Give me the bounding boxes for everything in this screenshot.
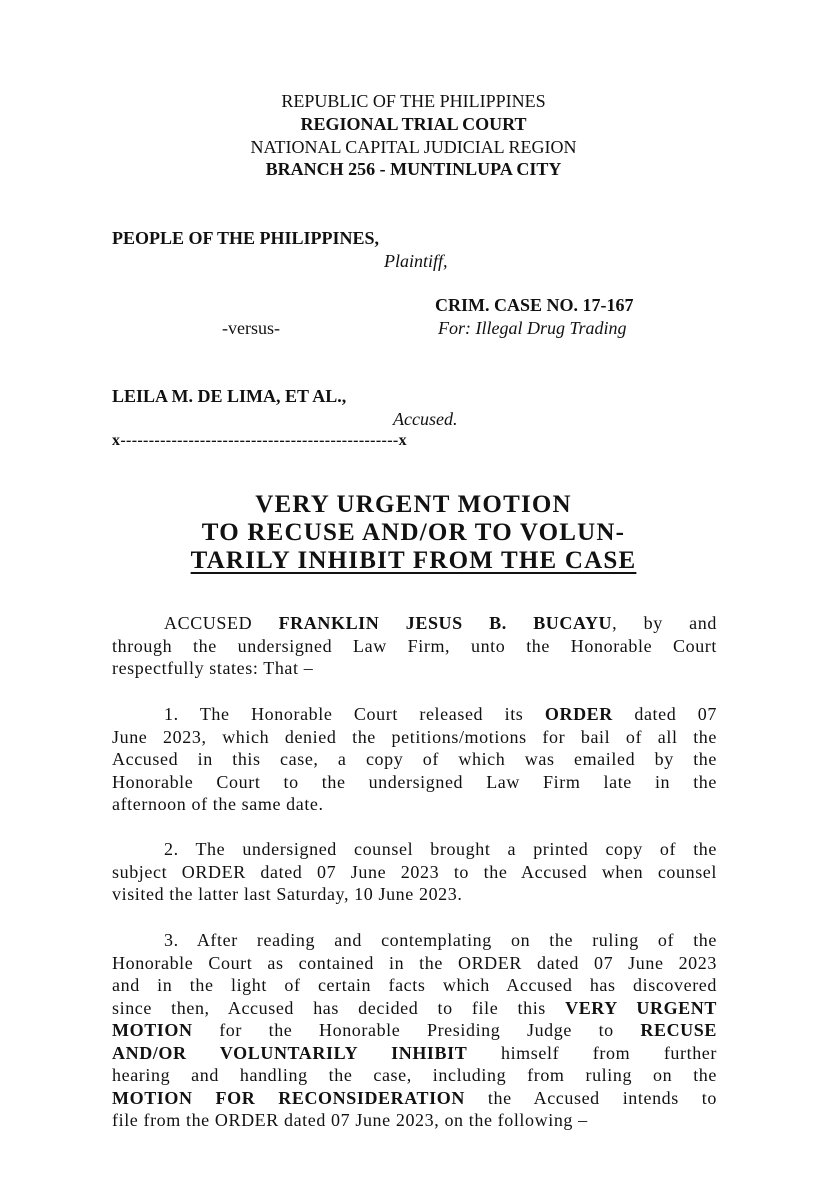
p3-line9: file from the ORDER dated 07 June 2023, on the following – xyxy=(112,1110,588,1130)
p3-inhibit-bold: AND/OR VOLUNTARILY INHIBIT xyxy=(112,1042,468,1063)
p1-line3: Accused in this case, a copy of which was emailed by the xyxy=(112,749,717,769)
p3-motion-bold: MOTION xyxy=(112,1020,193,1040)
p1-line1-a: 1. The Honorable Court released its xyxy=(164,704,545,724)
paragraph-3 xyxy=(112,929,717,1132)
caption-separator: x-------------------------------------------------x xyxy=(112,432,407,449)
header-region: NATIONAL CAPITAL JUDICIAL REGION xyxy=(250,137,577,157)
p3-very-urgent-bold: VERY URGENT xyxy=(565,997,717,1018)
header-branch: BRANCH 256 - MUNTINLUPA CITY xyxy=(265,159,562,179)
plaintiff-name: PEOPLE OF THE PHILIPPINES, xyxy=(112,228,380,248)
intro-line1-rest: , by and xyxy=(612,613,717,633)
intro-prefix: ACCUSED xyxy=(164,613,279,633)
p1-line2: June 2023, which denied the petitions/motions for bail of all the xyxy=(112,726,717,747)
motion-title-line3: TARILY INHIBIT FROM THE CASE xyxy=(190,547,637,574)
p2-line3: visited the latter last Saturday, 10 June 2023. xyxy=(112,884,463,904)
p3-line5-b: for the Honorable Presiding Judge to xyxy=(192,1020,641,1040)
intro-line2: through the undersigned Law Firm, unto the Honorable Court xyxy=(112,635,717,656)
p3-mfr-bold: MOTION FOR RECONSIDERATION xyxy=(112,1087,465,1108)
accused-role: Accused. xyxy=(393,409,458,429)
p3-line2: Honorable Court as contained in the ORDER dated 07 June 2023 xyxy=(112,952,717,973)
versus-label: -versus- xyxy=(222,318,280,338)
p3-line1: 3. After reading and contemplating on the ruling of the xyxy=(164,930,717,950)
p3-line6-b: himself from further xyxy=(467,1042,717,1063)
paragraph-1 xyxy=(112,703,717,816)
p1-order-bold: ORDER xyxy=(544,704,613,724)
plaintiff-role: Plaintiff, xyxy=(384,251,448,271)
motion-title-line1: VERY URGENT MOTION xyxy=(255,491,572,518)
intro-line3: respectfully states: That – xyxy=(112,658,314,678)
header-republic: REPUBLIC OF THE PHILIPPINES xyxy=(281,91,546,111)
case-number: CRIM. CASE NO. 17-167 xyxy=(435,295,634,315)
p1-line1-c: dated 07 xyxy=(612,704,717,724)
p3-recuse-bold: RECUSE xyxy=(640,1020,717,1040)
p1-line5: afternoon of the same date. xyxy=(112,794,324,814)
p3-line8-b: the Accused intends to xyxy=(464,1087,718,1108)
offense-label: For: Illegal Drug Trading xyxy=(438,318,627,338)
p3-line3: and in the light of certain facts which Accused has discovered xyxy=(112,975,717,995)
p2-line2: subject ORDER dated 07 June 2023 to the Accused when counsel xyxy=(112,861,717,882)
accused-name: LEILA M. DE LIMA, ET AL., xyxy=(112,386,347,406)
paragraph-2 xyxy=(112,838,717,906)
intro-paragraph xyxy=(112,612,717,680)
p3-line4-a: since then, Accused has decided to file this xyxy=(112,997,566,1018)
motion-title-line2: TO RECUSE AND/OR TO VOLUN- xyxy=(201,519,626,546)
p1-line4: Honorable Court to the undersigned Law Firm late in the xyxy=(112,771,717,792)
accused-name-bold: FRANKLIN JESUS B. BUCAYU xyxy=(278,613,613,633)
header-court: REGIONAL TRIAL COURT xyxy=(300,114,527,134)
p2-line1: 2. The undersigned counsel brought a printed copy of the xyxy=(164,839,717,859)
p3-line7: hearing and handling the case, including from ruling on the xyxy=(112,1065,717,1085)
